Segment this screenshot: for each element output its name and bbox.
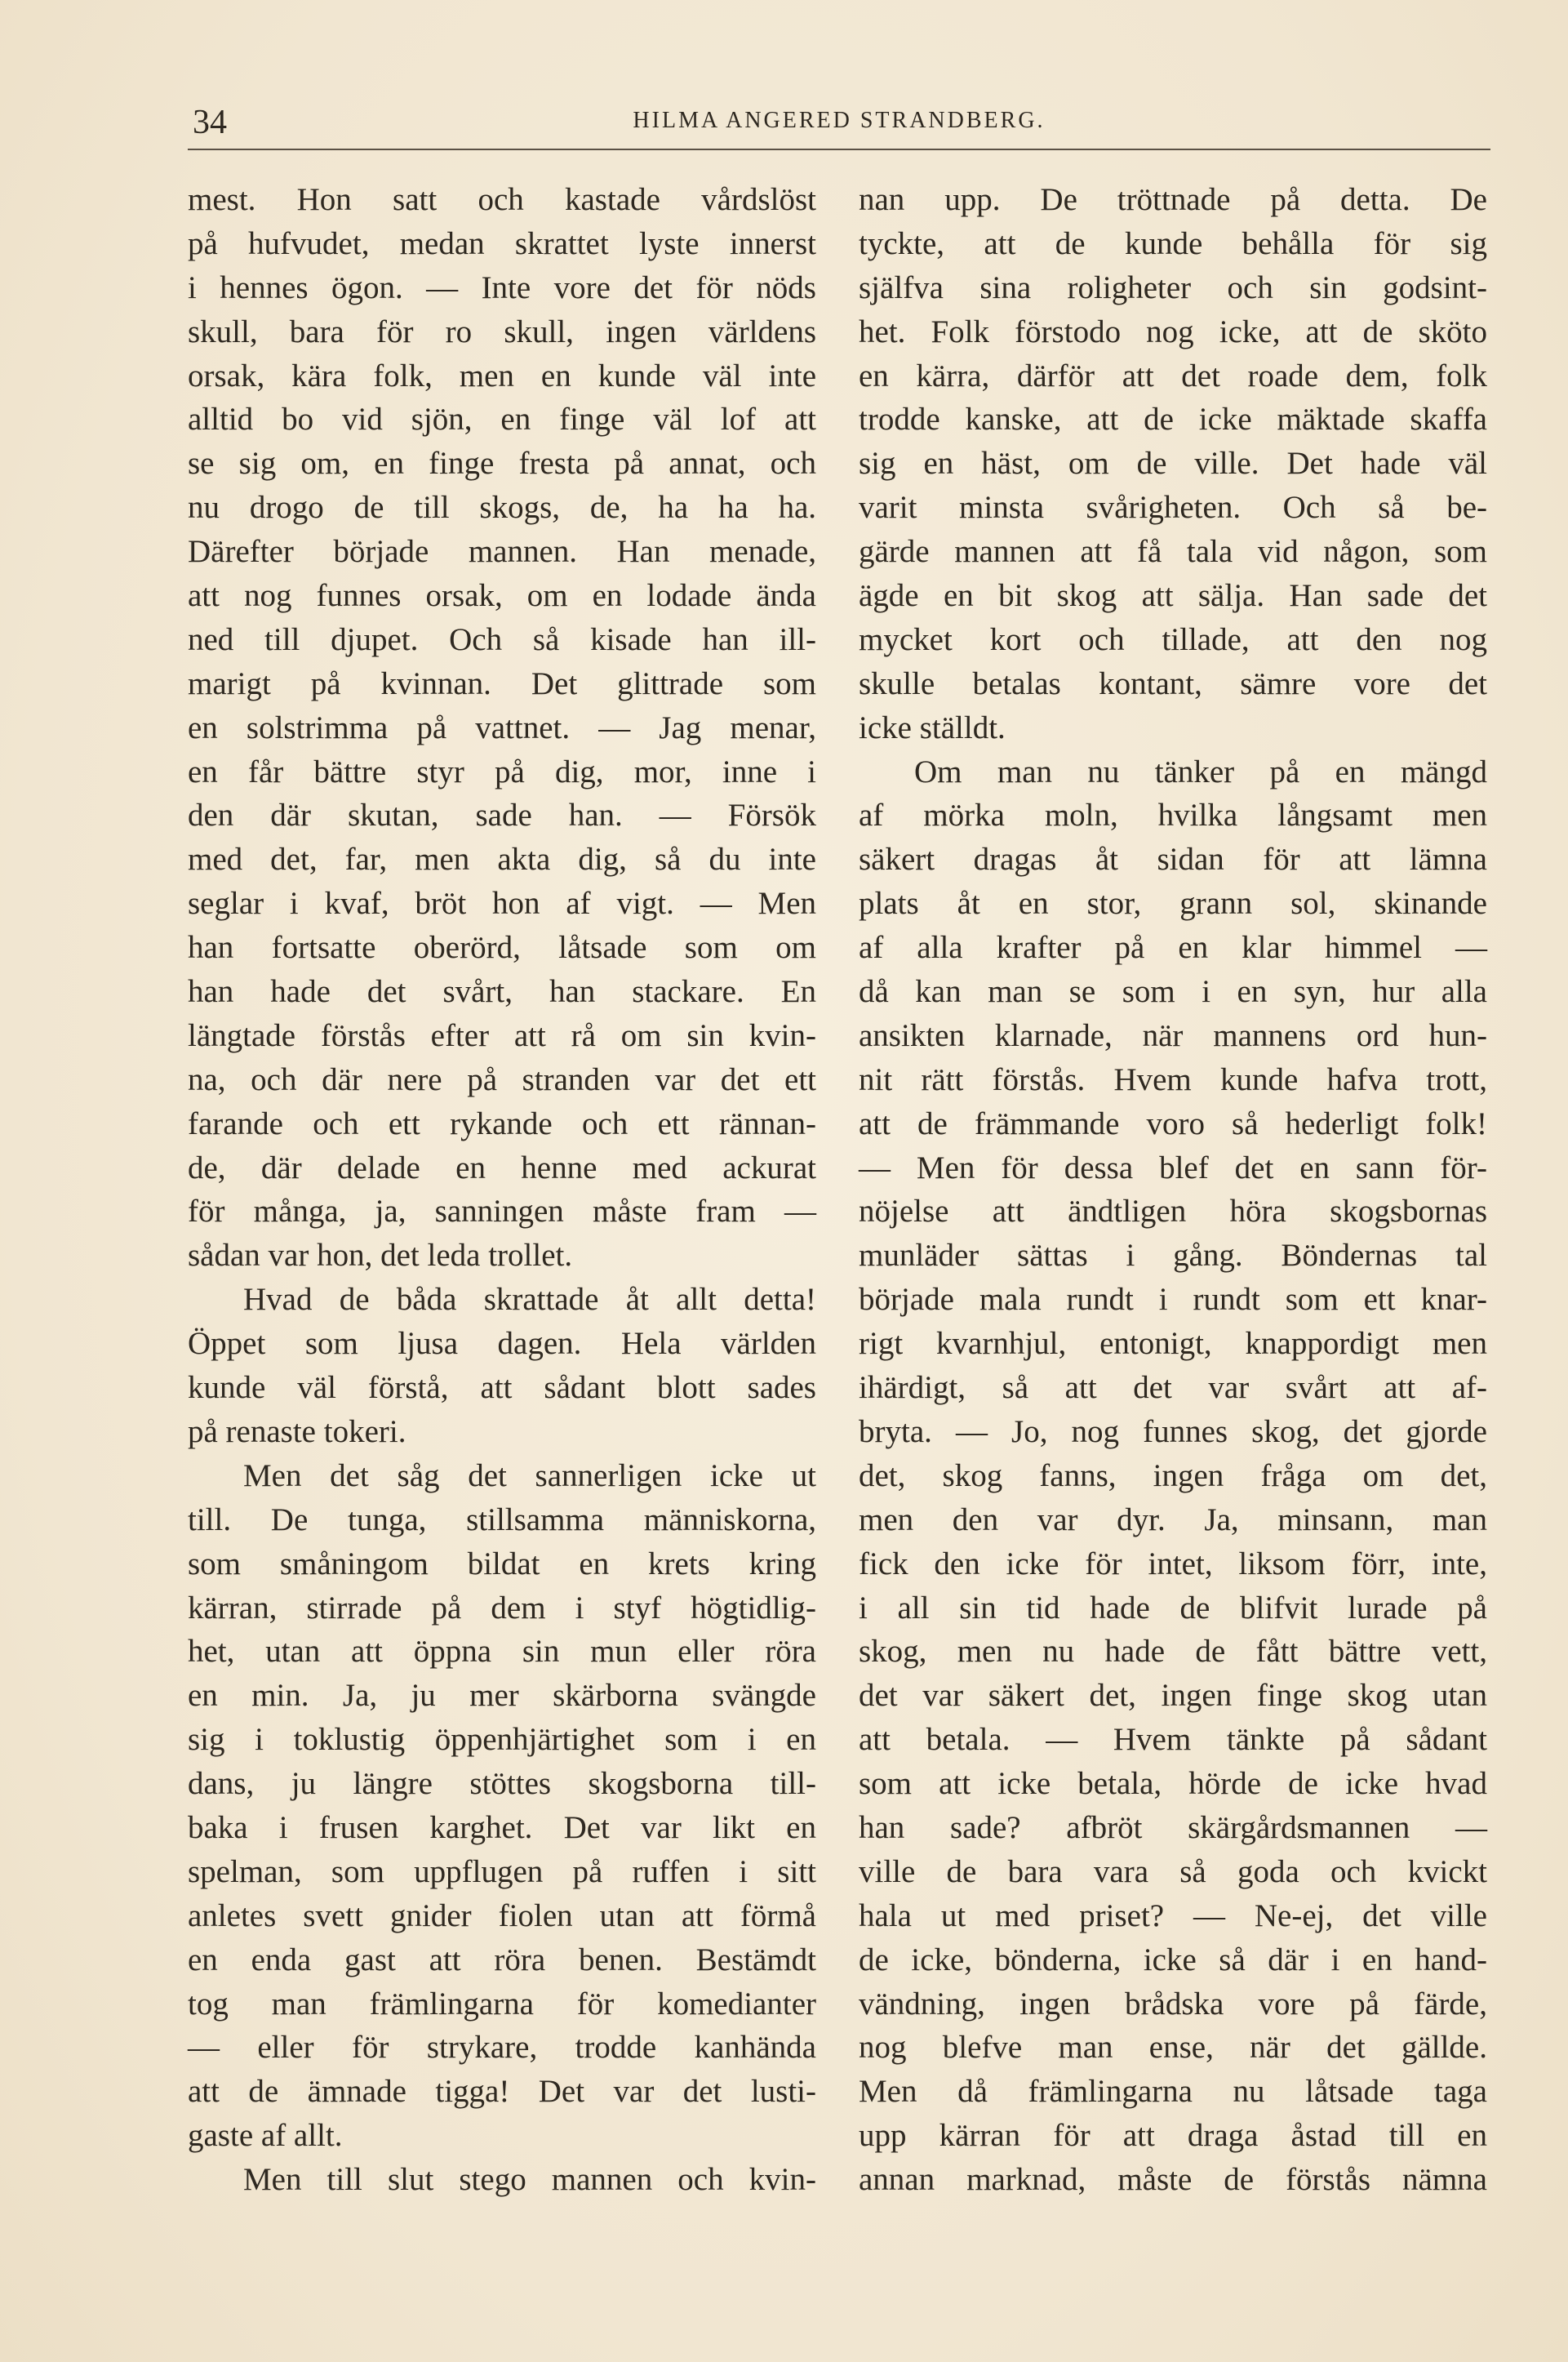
- right-text-column: [859, 178, 1487, 2202]
- text-line: den där skutan, sade han. — Försök: [188, 798, 816, 834]
- text-line: sådan var hon, det leda trollet.: [188, 1238, 573, 1274]
- text-line: het, utan att öppna sin mun eller röra: [188, 1634, 816, 1670]
- text-line: rigt kvarnhjul, entonigt, knappordigt men: [859, 1326, 1487, 1362]
- text-line: farande och ett rykande och ett rännan-: [188, 1105, 816, 1141]
- text-line: som småningom bildat en krets kring: [188, 1546, 816, 1581]
- text-line: anletes svett gnider fiolen utan att förmå: [188, 1897, 816, 1933]
- text-line: det, skog fanns, ingen fråga om det,: [859, 1457, 1487, 1493]
- text-line: nit rätt förstås. Hvem kunde hafva trott,: [859, 1061, 1487, 1097]
- text-line: af alla krafter på en klar himmel —: [859, 930, 1487, 966]
- text-line: till. De tunga, stillsamma människorna,: [188, 1501, 816, 1537]
- text-line: af mörka moln, hvilka långsamt men: [859, 798, 1487, 834]
- text-line: orsak, kära folk, men en kunde väl inte: [188, 358, 816, 394]
- text-line: marigt på kvinnan. Det glittrade som: [188, 665, 816, 701]
- text-line: men den var dyr. Ja, minsann, man: [859, 1501, 1487, 1537]
- text-line: Om man nu tänker på en mängd: [914, 754, 1487, 790]
- text-line: het. Folk förstodo nog icke, att de sköto: [859, 314, 1487, 349]
- text-line: munläder sättas i gång. Böndernas tal: [859, 1238, 1487, 1274]
- text-line: att de ämnade tigga! Det var det lusti-: [188, 2074, 816, 2110]
- text-line: för många, ja, sanningen måste fram —: [188, 1194, 816, 1230]
- text-line: baka i frusen karghet. Det var likt en: [188, 1809, 816, 1845]
- text-line: tyckte, att de kunde behålla för sig: [859, 225, 1487, 261]
- text-line: de icke, bönderna, icke så där i en hand-: [859, 1942, 1487, 1977]
- text-line: han hade det svårt, han stackare. En: [188, 974, 816, 1010]
- text-line: att nog funnes orsak, om en lodade ända: [188, 578, 816, 614]
- text-line: bryta. — Jo, nog funnes skog, det gjorde: [859, 1413, 1487, 1449]
- text-line: de, där delade en henne med ackurat: [188, 1150, 816, 1185]
- text-line: Öppet som ljusa dagen. Hela världen: [188, 1326, 816, 1362]
- text-line: med det, far, men akta dig, så du inte: [188, 842, 816, 878]
- text-line: ansikten klarnade, när mannens ord hun-: [859, 1017, 1487, 1053]
- text-line: då kan man se som i en syn, hur alla: [859, 974, 1487, 1010]
- text-line: ville de bara vara så goda och kvickt: [859, 1853, 1487, 1889]
- text-line: tog man främlingarna för komedianter: [188, 1986, 816, 2022]
- text-line: en enda gast att röra benen. Bestämdt: [188, 1942, 816, 1977]
- text-line: icke ställdt.: [859, 709, 1006, 745]
- running-title: HILMA ANGERED STRANDBERG.: [633, 108, 1046, 133]
- text-line: nog blefve man ense, när det gällde.: [859, 2030, 1487, 2066]
- text-line: hala ut med priset? — Ne-ej, det ville: [859, 1897, 1487, 1933]
- text-line: han sade? afbröt skärgårdsmannen —: [859, 1809, 1487, 1845]
- text-line: en får bättre styr på dig, mor, inne i: [188, 754, 816, 790]
- text-line: en min. Ja, ju mer skärborna svängde: [188, 1678, 816, 1714]
- text-line: dans, ju längre stöttes skogsborna till-: [188, 1766, 816, 1802]
- text-line: längtade förstås efter att rå om sin kvin-: [188, 1017, 816, 1053]
- text-line: Men då främlingarna nu låtsade taga: [859, 2074, 1487, 2110]
- text-line: en solstrimma på vattnet. — Jag menar,: [188, 709, 816, 745]
- text-line: spelman, som uppflugen på ruffen i sitt: [188, 1853, 816, 1889]
- text-line: Men till slut stego mannen och kvin-: [243, 2162, 816, 2198]
- text-line: skog, men nu hade de fått bättre vett,: [859, 1634, 1487, 1670]
- text-line: gärde mannen att få tala vid någon, som: [859, 534, 1487, 570]
- text-line: skulle betalas kontant, sämre vore det: [859, 665, 1487, 701]
- text-line: alltid bo vid sjön, en finge väl lof att: [188, 402, 816, 438]
- text-line: att betala. — Hvem tänkte på sådant: [859, 1722, 1487, 1758]
- text-line: det var säkert det, ingen finge skog utan: [859, 1678, 1487, 1714]
- text-line: — eller för strykare, trodde kanhända: [188, 2030, 816, 2066]
- text-line: sig i toklustig öppenhjärtighet som i en: [188, 1722, 816, 1758]
- text-line: att de främmande voro så hederligt folk!: [859, 1105, 1487, 1141]
- text-line: vändning, ingen brådska vore på färde,: [859, 1986, 1487, 2022]
- page-number: 34: [193, 104, 227, 141]
- text-line: mest. Hon satt och kastade vårdslöst: [188, 182, 816, 217]
- text-line: Därefter började mannen. Han menade,: [188, 534, 816, 570]
- text-line: Hvad de båda skrattade åt allt detta!: [243, 1282, 816, 1318]
- page-header: [188, 103, 1490, 152]
- text-line: sig en häst, om de ville. Det hade väl: [859, 446, 1487, 482]
- text-line: trodde kanske, att de icke mäktade skaffa: [859, 402, 1487, 438]
- text-line: han fortsatte oberörd, låtsade som om: [188, 930, 816, 966]
- text-line: ihärdigt, så att det var svårt att af-: [859, 1370, 1487, 1406]
- text-line: nu drogo de till skogs, de, ha ha ha.: [188, 490, 816, 526]
- left-text-column: [188, 178, 816, 2202]
- text-line: i all sin tid hade de blifvit lurade på: [859, 1590, 1487, 1626]
- text-line: i hennes ögon. — Inte vore det för nöds: [188, 269, 816, 305]
- text-line: plats åt en stor, grann sol, skinande: [859, 886, 1487, 922]
- text-line: na, och där nere på stranden var det ett: [188, 1061, 816, 1097]
- text-line: ned till djupet. Och så kisade han ill-: [188, 621, 816, 657]
- text-line: — Men för dessa blef det en sann för-: [859, 1150, 1487, 1185]
- text-line: ägde en bit skog att sälja. Han sade det: [859, 578, 1487, 614]
- header-rule: [188, 149, 1490, 150]
- text-line: se sig om, en finge fresta på annat, och: [188, 446, 816, 482]
- text-line: annan marknad, måste de förstås nämna: [859, 2162, 1487, 2198]
- text-line: seglar i kvaf, bröt hon af vigt. — Men: [188, 886, 816, 922]
- text-line: mycket kort och tillade, att den nog: [859, 621, 1487, 657]
- text-line: fick den icke för intet, liksom förr, inte,: [859, 1546, 1487, 1581]
- text-line: varit minsta svårigheten. Och så be-: [859, 490, 1487, 526]
- text-line: kärran, stirrade på dem i styf högtidlig-: [188, 1590, 816, 1626]
- text-line: nöjelse att ändtligen höra skogsbornas: [859, 1194, 1487, 1230]
- text-line: började mala rundt i rundt som ett knar-: [859, 1282, 1487, 1318]
- text-line: själfva sina roligheter och sin godsint-: [859, 269, 1487, 305]
- text-line: skull, bara för ro skull, ingen världens: [188, 314, 816, 349]
- text-line: en kärra, därför att det roade dem, folk: [859, 358, 1487, 394]
- text-line: Men det såg det sannerligen icke ut: [243, 1457, 816, 1493]
- text-line: gaste af allt.: [188, 2118, 343, 2154]
- text-line: kunde väl förstå, att sådant blott sades: [188, 1370, 816, 1406]
- text-line: säkert dragas åt sidan för att lämna: [859, 842, 1487, 878]
- text-line: nan upp. De tröttnade på detta. De: [859, 182, 1487, 217]
- text-line: upp kärran för att draga åstad till en: [859, 2118, 1487, 2154]
- text-line: som att icke betala, hörde de icke hvad: [859, 1766, 1487, 1802]
- text-line: på renaste tokeri.: [188, 1413, 406, 1449]
- text-line: på hufvudet, medan skrattet lyste innerst: [188, 225, 816, 261]
